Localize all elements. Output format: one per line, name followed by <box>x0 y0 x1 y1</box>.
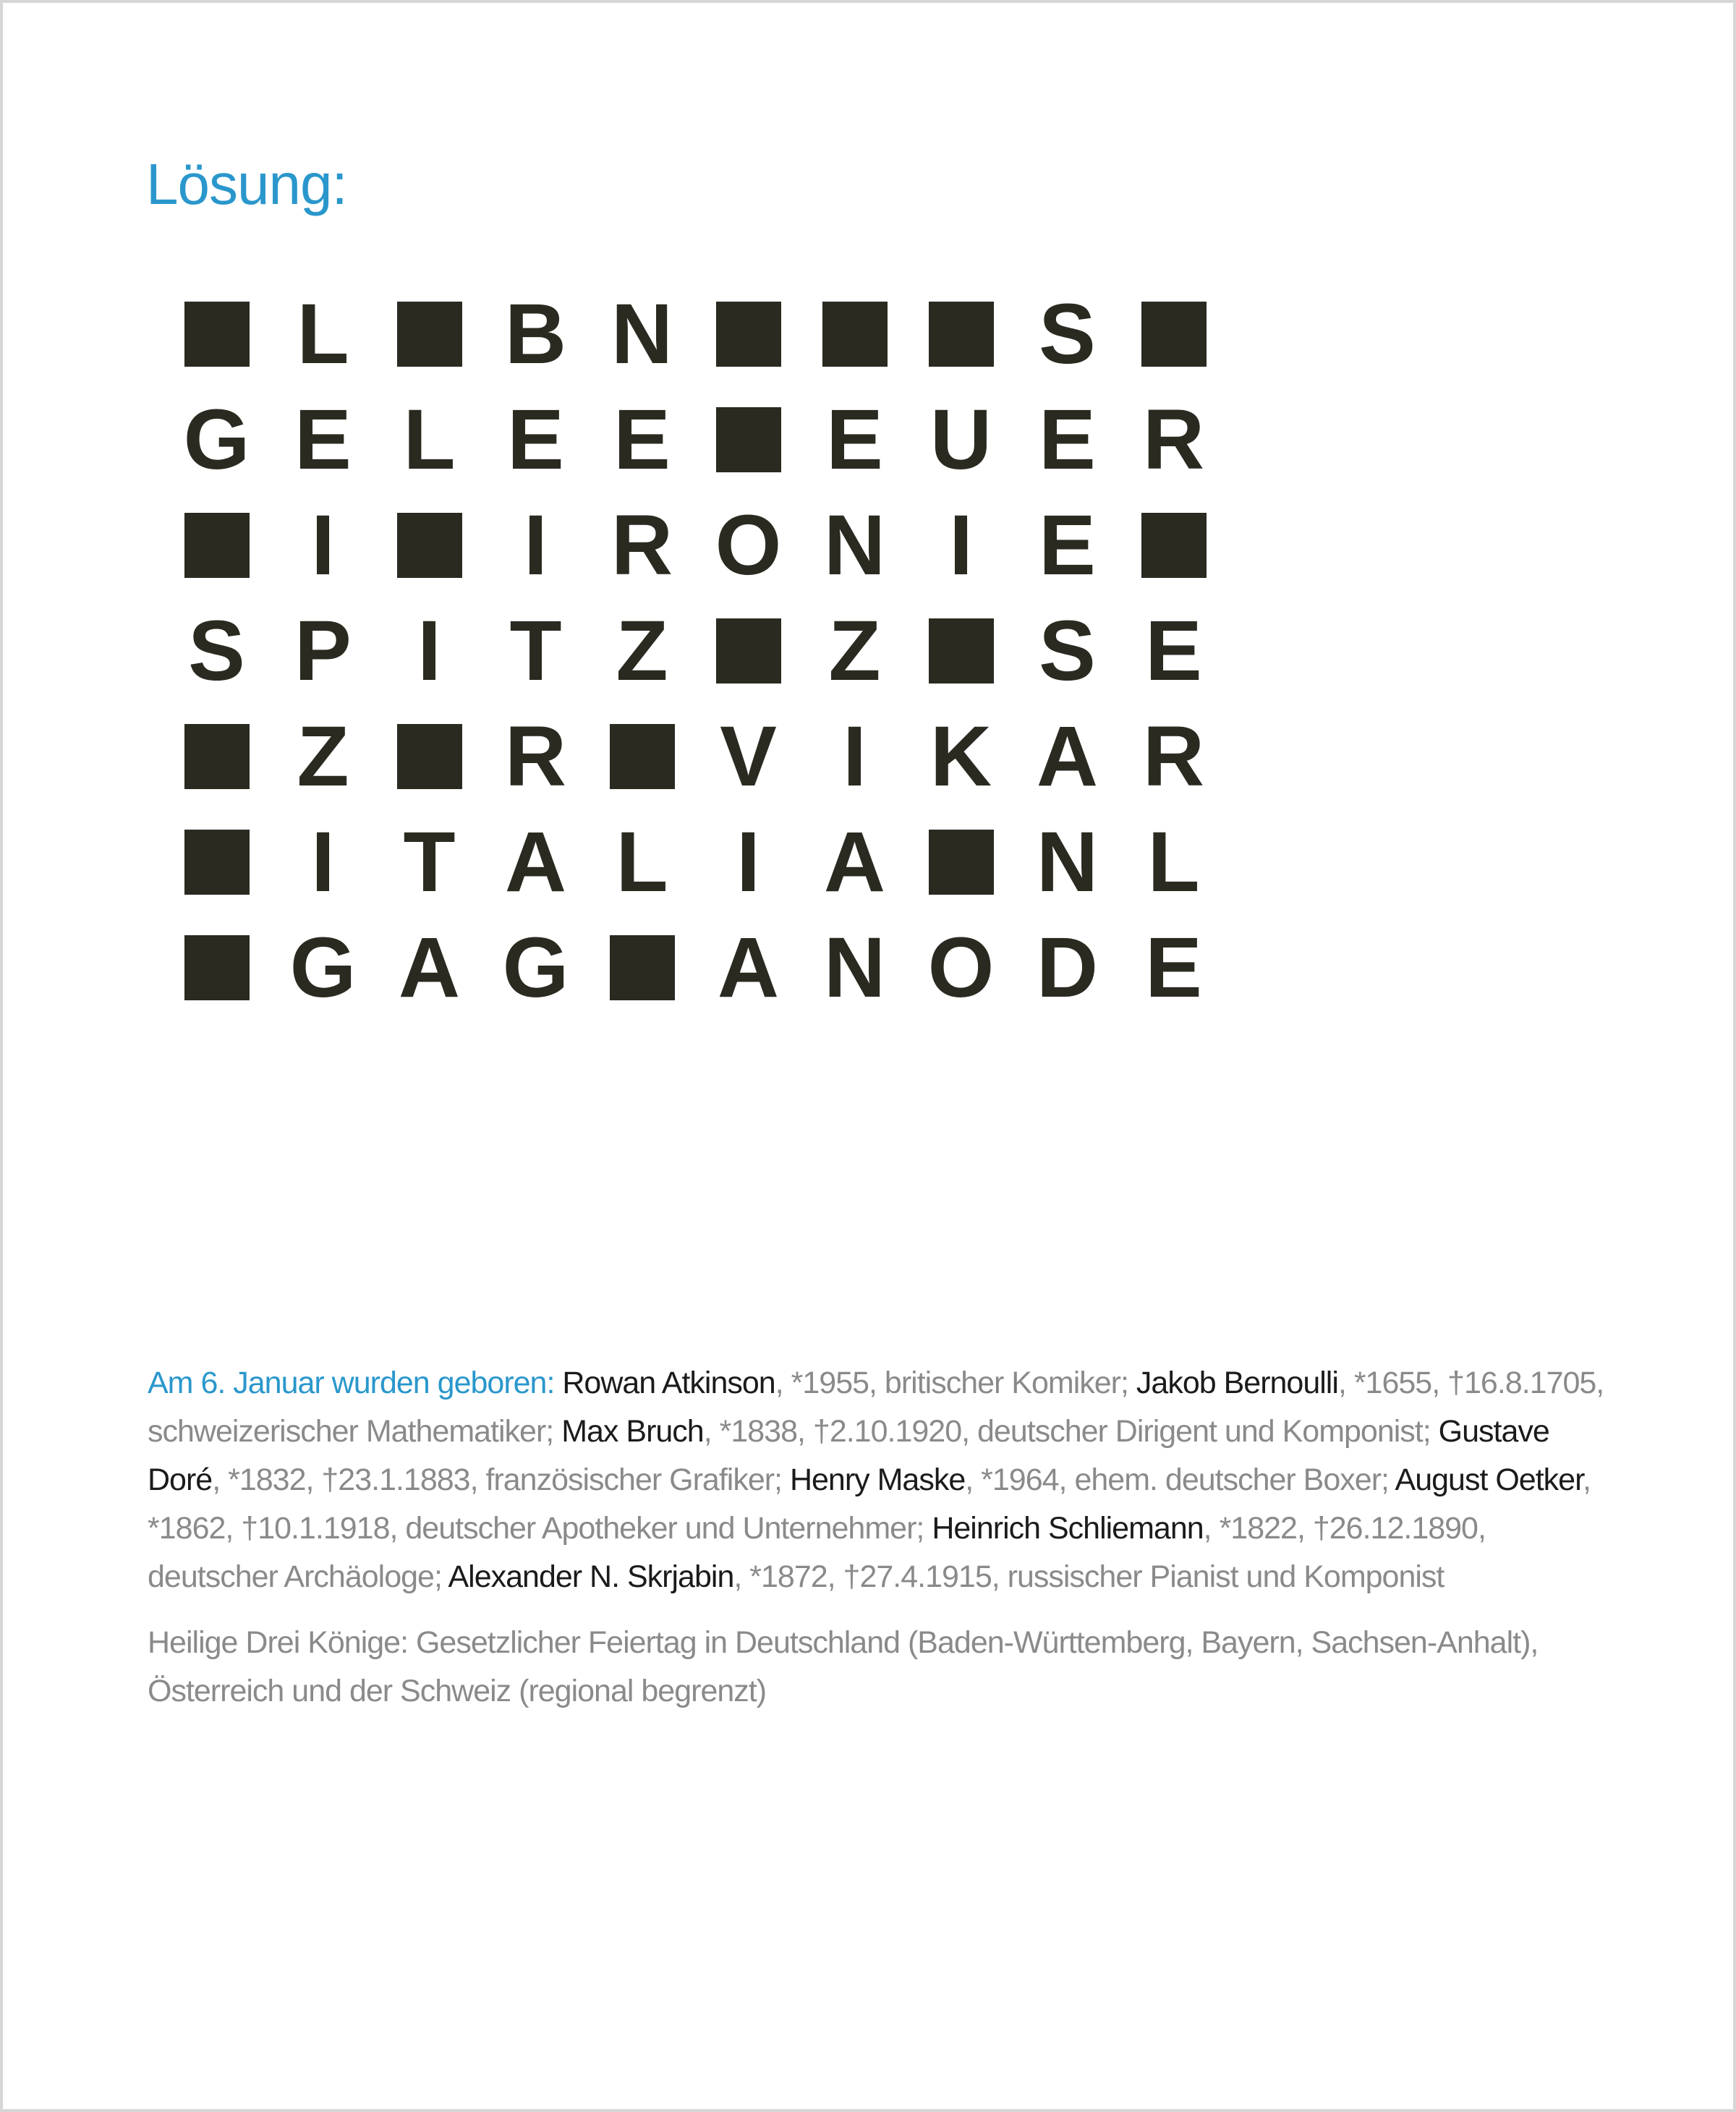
black-square <box>184 302 250 367</box>
grid-letter: L <box>1147 814 1200 910</box>
grid-letter: E <box>1145 920 1202 1015</box>
grid-letter: E <box>613 392 671 487</box>
birth-details: , *1838, †2.10.1920, deutscher Dirigent und Komponist; <box>703 1414 1431 1449</box>
birth-entry <box>448 1559 1444 1594</box>
grid-letter: I <box>417 603 441 699</box>
grid-letter: L <box>297 286 349 382</box>
birth-details: , *1822, †26.12.1890, deutscher Archäologe; <box>148 1511 1486 1594</box>
letter-cell <box>376 387 482 493</box>
block-cell <box>1120 281 1227 387</box>
letter-cell <box>589 493 695 598</box>
letter-cell <box>695 704 801 809</box>
letter-cell <box>589 598 695 704</box>
block-cell <box>163 704 270 809</box>
block-cell <box>376 493 482 598</box>
birth-name: August Oetker <box>1395 1462 1583 1497</box>
grid-letter: I <box>736 814 760 910</box>
letter-cell <box>482 809 589 915</box>
letter-cell <box>270 387 376 493</box>
grid-letter: I <box>949 498 973 593</box>
letter-cell <box>270 281 376 387</box>
grid-letter: O <box>715 498 782 593</box>
letter-cell <box>482 387 589 493</box>
black-square <box>397 302 462 367</box>
block-cell <box>695 598 801 704</box>
black-square <box>184 513 250 578</box>
grid-letter: S <box>1039 603 1096 699</box>
grid-letter: T <box>403 814 456 910</box>
solution-title: Lösung: <box>146 152 347 216</box>
birth-name: Jakob Bernoulli <box>1136 1366 1338 1400</box>
grid-letter: B <box>504 286 567 382</box>
block-cell <box>589 704 695 809</box>
black-square <box>184 935 250 1000</box>
black-square <box>1141 302 1207 367</box>
letter-cell <box>482 915 589 1021</box>
grid-letter: A <box>823 814 886 910</box>
grid-letter: I <box>843 709 867 804</box>
letter-cell <box>908 387 1014 493</box>
block-cell <box>376 704 482 809</box>
black-square <box>929 302 994 367</box>
letter-cell <box>801 387 908 493</box>
grid-letter: P <box>294 603 352 699</box>
black-square <box>610 724 675 789</box>
block-cell <box>376 281 482 387</box>
letter-cell <box>376 598 482 704</box>
birth-name: Heinrich Schliemann <box>932 1511 1204 1546</box>
grid-letter: E <box>507 392 564 487</box>
grid-letter: R <box>610 498 673 593</box>
grid-letter: N <box>823 920 886 1015</box>
black-square <box>1141 513 1207 578</box>
letter-cell <box>1120 387 1227 493</box>
black-square <box>184 830 250 895</box>
grid-letter: E <box>1145 603 1202 699</box>
block-cell <box>695 387 801 493</box>
grid-letter: N <box>823 498 886 593</box>
grid-letter: D <box>1036 920 1099 1015</box>
block-cell <box>589 915 695 1021</box>
block-cell <box>801 281 908 387</box>
letter-cell <box>1120 915 1227 1021</box>
birth-details: , *1872, †27.4.1915, russischer Pianist und Komponist <box>733 1559 1444 1594</box>
letter-cell <box>589 387 695 493</box>
birth-entry <box>562 1366 1128 1400</box>
grid-letter: G <box>502 920 569 1015</box>
grid-letter: Z <box>297 709 349 804</box>
letter-cell <box>1014 493 1120 598</box>
grid-letter: N <box>610 286 673 382</box>
letter-cell <box>695 809 801 915</box>
letter-cell <box>801 809 908 915</box>
black-square <box>822 302 888 367</box>
block-cell <box>163 915 270 1021</box>
grid-letter: A <box>398 920 461 1015</box>
letter-cell <box>908 493 1014 598</box>
letter-cell <box>270 704 376 809</box>
letter-cell <box>270 598 376 704</box>
grid-letter: G <box>289 920 357 1015</box>
block-cell <box>163 281 270 387</box>
grid-letter: R <box>1142 709 1205 804</box>
black-square <box>716 302 781 367</box>
black-square <box>716 407 781 472</box>
birth-name: Rowan Atkinson <box>562 1366 775 1400</box>
letter-cell <box>270 493 376 598</box>
grid-letter: K <box>929 709 992 804</box>
letter-cell <box>482 704 589 809</box>
grid-letter: I <box>311 814 335 910</box>
grid-letter: N <box>1036 814 1099 910</box>
letter-cell <box>589 281 695 387</box>
births-paragraph <box>148 1359 1616 1601</box>
letter-cell <box>1014 915 1120 1021</box>
birth-details: , *1655, †16.8.1705, schweizerischer Mathematiker; <box>148 1366 1604 1449</box>
grid-letter: Z <box>828 603 881 699</box>
grid-letter: A <box>1036 709 1099 804</box>
grid-letter: E <box>826 392 883 487</box>
births-lead: Am 6. Januar wurden geboren: <box>148 1366 555 1400</box>
grid-letter: A <box>717 920 780 1015</box>
block-cell <box>163 809 270 915</box>
letter-cell <box>695 915 801 1021</box>
letter-cell <box>801 915 908 1021</box>
block-cell <box>163 493 270 598</box>
grid-letter: U <box>929 392 992 487</box>
grid-letter: O <box>927 920 995 1015</box>
letter-cell <box>801 493 908 598</box>
letter-cell <box>482 598 589 704</box>
block-cell <box>908 281 1014 387</box>
block-cell <box>908 598 1014 704</box>
letter-cell <box>1014 281 1120 387</box>
birth-details: , *1832, †23.1.1883, französischer Grafiker; <box>212 1462 783 1497</box>
letter-cell <box>801 598 908 704</box>
letter-cell <box>1014 704 1120 809</box>
grid-letter: S <box>188 603 245 699</box>
holiday-note: Heilige Drei Könige: Gesetzlicher Feiertag in Deutschland (Baden-Württemberg, Bayern, Sachsen-Anhalt), Österreich und der Schweiz (regional begrenzt) <box>148 1625 1539 1708</box>
black-square <box>929 830 994 895</box>
letter-cell <box>482 493 589 598</box>
black-square <box>397 513 462 578</box>
letter-cell <box>163 598 270 704</box>
black-square <box>184 724 250 789</box>
grid-letter: T <box>509 603 562 699</box>
letter-cell <box>1120 704 1227 809</box>
grid-letter: E <box>1039 392 1096 487</box>
black-square <box>610 935 675 1000</box>
grid-letter: Z <box>616 603 668 699</box>
birth-name: Alexander N. Skrjabin <box>448 1559 734 1594</box>
letter-cell <box>695 493 801 598</box>
birth-name: Max Bruch <box>561 1414 704 1449</box>
letter-cell <box>1120 598 1227 704</box>
birth-entry <box>790 1462 1389 1497</box>
letter-cell <box>589 809 695 915</box>
grid-letter: E <box>1039 498 1096 593</box>
letter-cell <box>801 704 908 809</box>
block-cell <box>695 281 801 387</box>
letter-cell <box>482 281 589 387</box>
letter-cell <box>908 704 1014 809</box>
grid-letter: L <box>403 392 456 487</box>
crossword-solution-grid <box>163 281 1227 1021</box>
letter-cell <box>1120 809 1227 915</box>
birth-name: Gustave Doré <box>148 1414 1549 1497</box>
letter-cell <box>163 387 270 493</box>
grid-letter: I <box>524 498 548 593</box>
letter-cell <box>1014 809 1120 915</box>
info-section <box>148 1359 1616 1716</box>
block-cell <box>908 809 1014 915</box>
letter-cell <box>908 915 1014 1021</box>
grid-letter: R <box>1142 392 1205 487</box>
letter-cell <box>270 809 376 915</box>
birth-details: , *1964, ehem. deutscher Boxer; <box>965 1462 1389 1497</box>
letter-cell <box>376 915 482 1021</box>
grid-letter: G <box>183 392 250 487</box>
letter-cell <box>270 915 376 1021</box>
grid-letter: I <box>311 498 335 593</box>
birth-details: , *1955, britischer Komiker; <box>775 1366 1128 1400</box>
grid-letter: S <box>1039 286 1096 382</box>
birth-entry <box>561 1414 1431 1449</box>
black-square <box>716 618 781 684</box>
block-cell <box>1120 493 1227 598</box>
grid-letter: R <box>504 709 567 804</box>
black-square <box>929 618 994 684</box>
black-square <box>397 724 462 789</box>
letter-cell <box>1014 598 1120 704</box>
grid-letter: E <box>294 392 352 487</box>
grid-letter: V <box>720 709 777 804</box>
birth-name: Henry Maske <box>789 1462 966 1497</box>
letter-cell <box>1014 387 1120 493</box>
birth-details: , *1862, †10.1.1918, deutscher Apotheker und Unternehmer; <box>148 1462 1591 1546</box>
letter-cell <box>376 809 482 915</box>
grid-letter: A <box>504 814 567 910</box>
grid-letter: L <box>616 814 668 910</box>
